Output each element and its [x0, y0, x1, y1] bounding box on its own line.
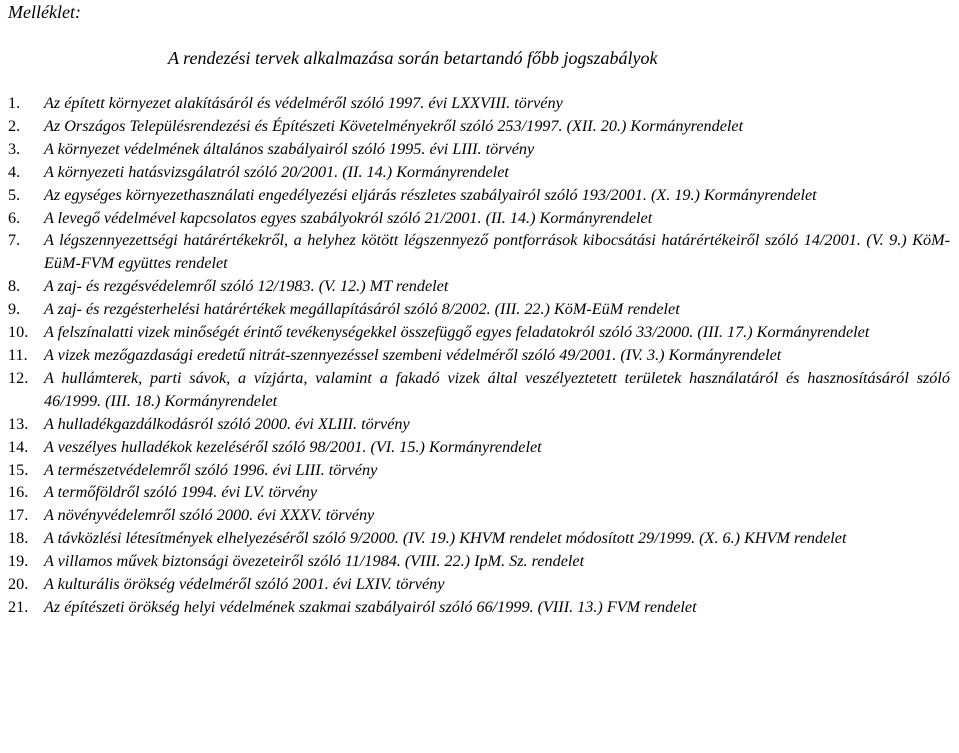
item-number: 10.	[8, 323, 29, 342]
item-text: Az építészeti örökség helyi védelmének szakmai szabályairól szóló 66/1999. (VIII. 13.) FVM rendelet	[44, 597, 697, 616]
item-text: A veszélyes hulladékok kezeléséről szóló 98/2001. (VI. 15.) Kormányrendelet	[44, 437, 542, 456]
item-text: A levegő védelmével kapcsolatos egyes szabályokról szóló 21/2001. (II. 14.) Kormányrendelet	[44, 208, 653, 227]
list-item	[8, 298, 950, 321]
item-number: 3.	[8, 139, 21, 158]
item-number: 4.	[8, 162, 21, 181]
item-number: 20.	[8, 575, 29, 594]
list-item	[8, 504, 950, 527]
list-item	[8, 207, 950, 230]
list-item	[8, 275, 950, 298]
item-number: 18.	[8, 529, 29, 548]
item-text: A felszínalatti vizek minőségét érintő tevékenységekkel összefüggő egyes feladatokról szóló 33/2000. (III. 17.) Kormányrendelet	[44, 323, 870, 342]
item-number: 6.	[8, 208, 21, 227]
item-text: A zaj- és rezgésvédelemről szóló 12/1983. (V. 12.) MT rendelet	[44, 277, 449, 296]
item-text: A hulladékgazdálkodásról szóló 2000. évi XLIII. törvény	[44, 414, 410, 433]
list-item	[8, 413, 950, 436]
item-number: 5.	[8, 185, 21, 204]
item-text: Az épített környezet alakításáról és védelméről szóló 1997. évi LXXVIII. törvény	[44, 94, 563, 112]
item-number: 7.	[8, 231, 21, 250]
list-item	[8, 527, 950, 550]
item-number: 1.	[8, 94, 21, 112]
item-text: A termőföldről szóló 1994. évi LV. törvény	[44, 483, 318, 502]
item-text: A zaj- és rezgésterhelési határértékek megállapításáról szóló 8/2002. (III. 22.) KöM-EüM rendelet	[44, 300, 680, 319]
item-number: 8.	[8, 277, 21, 296]
item-number: 9.	[8, 300, 21, 319]
item-number: 11.	[8, 345, 28, 364]
item-number: 21.	[8, 597, 29, 616]
list-item	[8, 138, 950, 161]
list-item	[8, 321, 950, 344]
attachment-heading: Melléklet:	[8, 2, 81, 22]
item-text: A környezeti hatásvizsgálatról szóló 20/2001. (II. 14.) Kormányrendelet	[44, 162, 509, 181]
list-item	[8, 459, 950, 482]
item-number: 13.	[8, 414, 29, 433]
item-text: A vizek mezőgazdasági eredetű nitrát-szennyezéssel szembeni védelméről szóló 49/2001. (IV. 3.) Kormányrendelet	[44, 345, 782, 364]
list-item	[8, 436, 950, 459]
item-text: A növényvédelemről szóló 2000. évi XXXV. törvény	[44, 506, 375, 525]
item-text: A természetvédelemről szóló 1996. évi LIII. törvény	[44, 460, 378, 479]
list-item	[8, 367, 950, 413]
item-text: Az egységes környezethasználati engedélyezési eljárás részletes szabályairól szóló 193/2001. (X. 19.) Kormányrendelet	[44, 185, 817, 204]
item-number: 15.	[8, 460, 29, 479]
list-item	[8, 596, 950, 619]
item-text: A kulturális örökség védelméről szóló 2001. évi LXIV. törvény	[44, 575, 445, 594]
item-text: A távközlési létesítmények elhelyezéséről szóló 9/2000. (IV. 19.) KHVM rendelet módosított 29/1999. (X. 6.) KHVM rendelet	[44, 529, 847, 548]
list-item	[8, 550, 950, 573]
list-item	[8, 115, 950, 138]
item-number: 14.	[8, 437, 29, 456]
item-text: Az Országos Településrendezési és Építészeti Követelményekről szóló 253/1997. (XII. 20.) Kormányrendelet	[44, 116, 744, 135]
item-number: 17.	[8, 506, 29, 525]
item-text: A hullámterek, parti sávok, a vízjárta, valamint a fakadó vizek által veszélyeztetett területek használatáról és hasznosításáról szóló 46/1999. (III. 18.) Kormányrendelet	[44, 368, 950, 410]
list-item	[8, 573, 950, 596]
list-item	[8, 92, 950, 115]
item-number: 19.	[8, 552, 29, 571]
item-number: 16.	[8, 483, 29, 502]
item-text: A környezet védelmének általános szabályairól szóló 1995. évi LIII. törvény	[44, 139, 535, 158]
list-item	[8, 344, 950, 367]
document-title: A rendezési tervek alkalmazása során betartandó főbb jogszabályok	[168, 48, 658, 68]
item-text: A légszennyezettségi határértékekről, a helyhez kötött légszennyező pontforrások kibocsátási határértékeiről szóló 14/2001. (V. 9.) KöM-EüM-FVM együttes rendelet	[44, 231, 950, 273]
list-item	[8, 161, 950, 184]
list-item	[8, 481, 950, 504]
item-number: 2.	[8, 116, 21, 135]
list-item	[8, 184, 950, 207]
regulation-list	[8, 92, 950, 619]
item-number: 12.	[8, 368, 29, 387]
list-item	[8, 229, 950, 275]
item-text: A villamos művek biztonsági övezeteiről szóló 11/1984. (VIII. 22.) IpM. Sz. rendelet	[44, 552, 585, 571]
